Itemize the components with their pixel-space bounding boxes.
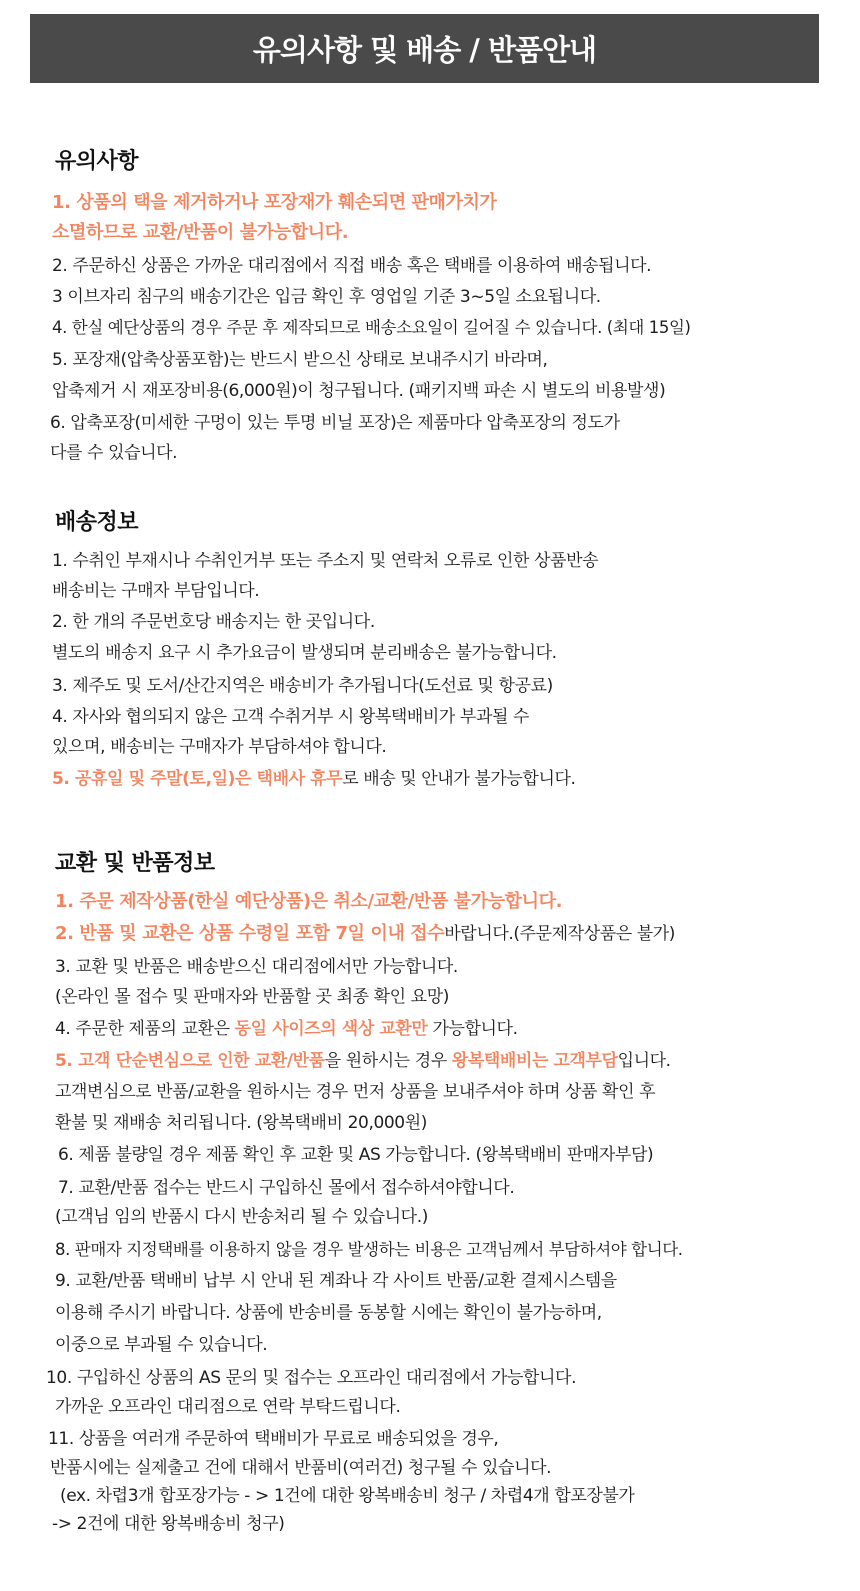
notes-line-5: 4. 한실 예단상품의 경우 주문 후 제작되므로 배송소요일이 길어질 수 있습니다. (최대 15일) xyxy=(52,318,691,337)
returns-line-10: 7. 교환/반품 접수는 반드시 구입하신 몰에서 접수하셔야합니다. xyxy=(58,1178,515,1198)
return-fee-highlight: 왕복택배비는 고객부담 xyxy=(451,1051,618,1071)
returns-line-18: 11. 상품을 여러개 주문하여 택배비가 무료로 배송되었을 경우, xyxy=(48,1429,499,1449)
page-title: 유의사항 및 배송 / 반품안내 xyxy=(252,33,597,67)
exchange-text-b: 가능합니다. xyxy=(427,1019,518,1039)
holiday-notice-text: 로 배송 및 안내가 불가능합니다. xyxy=(342,769,576,789)
notes-line-3: 2. 주문하신 상품은 가까운 대리점에서 직접 배송 혹은 택배를 이용하여 배송됩니다. xyxy=(52,256,652,276)
returns-line-5 xyxy=(55,1017,518,1041)
returns-line-7: 고객변심으로 반품/교환을 원하시는 경우 먼저 상품을 보내주셔야 하며 상품 확인 후 xyxy=(55,1082,656,1102)
returns-deadline-highlight: 2. 반품 및 교환은 상품 수령일 포함 7일 이내 접수 xyxy=(55,923,445,944)
returns-line-15: 이중으로 부과될 수 있습니다. xyxy=(55,1335,268,1355)
returns-line-14: 이용해 주시기 바랍니다. 상품에 반송비를 동봉할 시에는 확인이 불가능하며, xyxy=(55,1303,602,1323)
return-fee-text: 입니다. xyxy=(617,1051,671,1071)
section-heading-shipping: 배송정보 xyxy=(55,510,139,535)
section-heading-notes: 유의사항 xyxy=(55,149,139,174)
shipping-line-8 xyxy=(52,767,576,791)
notes-line-4: 3 이브자리 침구의 배송기간은 입금 확인 후 영업일 기준 3~5일 소요됩니다. xyxy=(52,287,601,307)
notes-line-6: 5. 포장재(압축상품포함)는 반드시 받으신 상태로 보내주시기 바라며, xyxy=(52,350,548,370)
change-of-mind-text: 을 원하시는 경우 xyxy=(324,1051,452,1071)
shipping-line-7: 있으며, 배송비는 구매자가 부담하셔야 합니다. xyxy=(52,737,387,757)
title-banner xyxy=(30,14,819,83)
returns-line-12: 8. 판매자 지정택배를 이용하지 않을 경우 발생하는 비용은 고객님께서 부담하셔야 합니다. xyxy=(55,1240,683,1259)
holiday-notice-highlight: 5. 공휴일 및 주말(토,일)은 택배사 휴무 xyxy=(52,769,343,789)
returns-deadline-text: 바랍니다.(주문제작상품은 불가) xyxy=(444,924,676,944)
returns-line-3: 3. 교환 및 반품은 배송받으신 대리점에서만 가능합니다. xyxy=(55,957,458,977)
notes-line-8: 6. 압축포장(미세한 구멍이 있는 투명 비닐 포장)은 제품마다 압축포장의 정도가 xyxy=(50,413,620,433)
notes-line-2: 소멸하므로 교환/반품이 불가능합니다. xyxy=(52,222,349,243)
returns-line-1: 1. 주문 제작상품(한실 예단상품)은 취소/교환/반품 불가능합니다. xyxy=(55,891,563,912)
returns-line-6 xyxy=(55,1049,671,1073)
returns-line-17: 가까운 오프라인 대리점으로 연락 부탁드립니다. xyxy=(55,1397,401,1417)
notes-line-7: 압축제거 시 재포장비용(6,000원)이 청구됩니다. (패키지백 파손 시 별도의 비용발생) xyxy=(52,381,666,401)
returns-line-11: (고객님 임의 반품시 다시 반송처리 될 수 있습니다.) xyxy=(55,1207,428,1227)
notes-line-1: 1. 상품의 택을 제거하거나 포장재가 훼손되면 판매가치가 xyxy=(52,192,497,213)
returns-line-13: 9. 교환/반품 택배비 납부 시 안내 된 계좌나 각 사이트 반품/교환 결제시스템을 xyxy=(55,1271,617,1291)
shipping-line-3: 2. 한 개의 주문번호당 배송지는 한 곳입니다. xyxy=(52,612,375,632)
shipping-line-2: 배송비는 구매자 부담입니다. xyxy=(52,581,260,601)
notes-line-9: 다를 수 있습니다. xyxy=(50,443,178,463)
returns-line-21: -> 2건에 대한 왕복배송비 청구) xyxy=(52,1514,285,1534)
shipping-line-1: 1. 수취인 부재시나 수취인거부 또는 주소지 및 연락처 오류로 인한 상품반송 xyxy=(52,551,599,571)
returns-line-16: 10. 구입하신 상품의 AS 문의 및 접수는 오프라인 대리점에서 가능합니다. xyxy=(46,1368,577,1388)
shipping-line-4: 별도의 배송지 요구 시 추가요금이 발생되며 분리배송은 불가능합니다. xyxy=(52,643,557,663)
shipping-line-5: 3. 제주도 및 도서/산간지역은 배송비가 추가됩니다(도선료 및 항공료) xyxy=(52,676,553,696)
section-heading-returns: 교환 및 반품정보 xyxy=(55,851,215,876)
returns-line-2 xyxy=(55,922,675,946)
returns-line-19: 반품시에는 실제출고 건에 대해서 반품비(여러건) 청구될 수 있습니다. xyxy=(50,1458,552,1478)
change-of-mind-highlight: 5. 고객 단순변심으로 인한 교환/반품 xyxy=(55,1051,325,1071)
shipping-line-6: 4. 자사와 협의되지 않은 고객 수취거부 시 왕복택배비가 부과될 수 xyxy=(52,707,530,727)
returns-line-20: (ex. 차렵3개 합포장가능 - > 1건에 대한 왕복배송비 청구 / 차렵4개 합포장불가 xyxy=(60,1486,635,1506)
exchange-text-a: 4. 주문한 제품의 교환은 xyxy=(55,1019,235,1039)
returns-line-8: 환불 및 재배송 처리됩니다. (왕복택배비 20,000원) xyxy=(55,1113,427,1133)
exchange-highlight: 동일 사이즈의 색상 교환만 xyxy=(234,1019,428,1039)
returns-line-4: (온라인 몰 접수 및 판매자와 반품할 곳 최종 확인 요망) xyxy=(55,987,449,1007)
returns-line-9: 6. 제품 불량일 경우 제품 확인 후 교환 및 AS 가능합니다. (왕복택배비 판매자부담) xyxy=(58,1145,654,1165)
